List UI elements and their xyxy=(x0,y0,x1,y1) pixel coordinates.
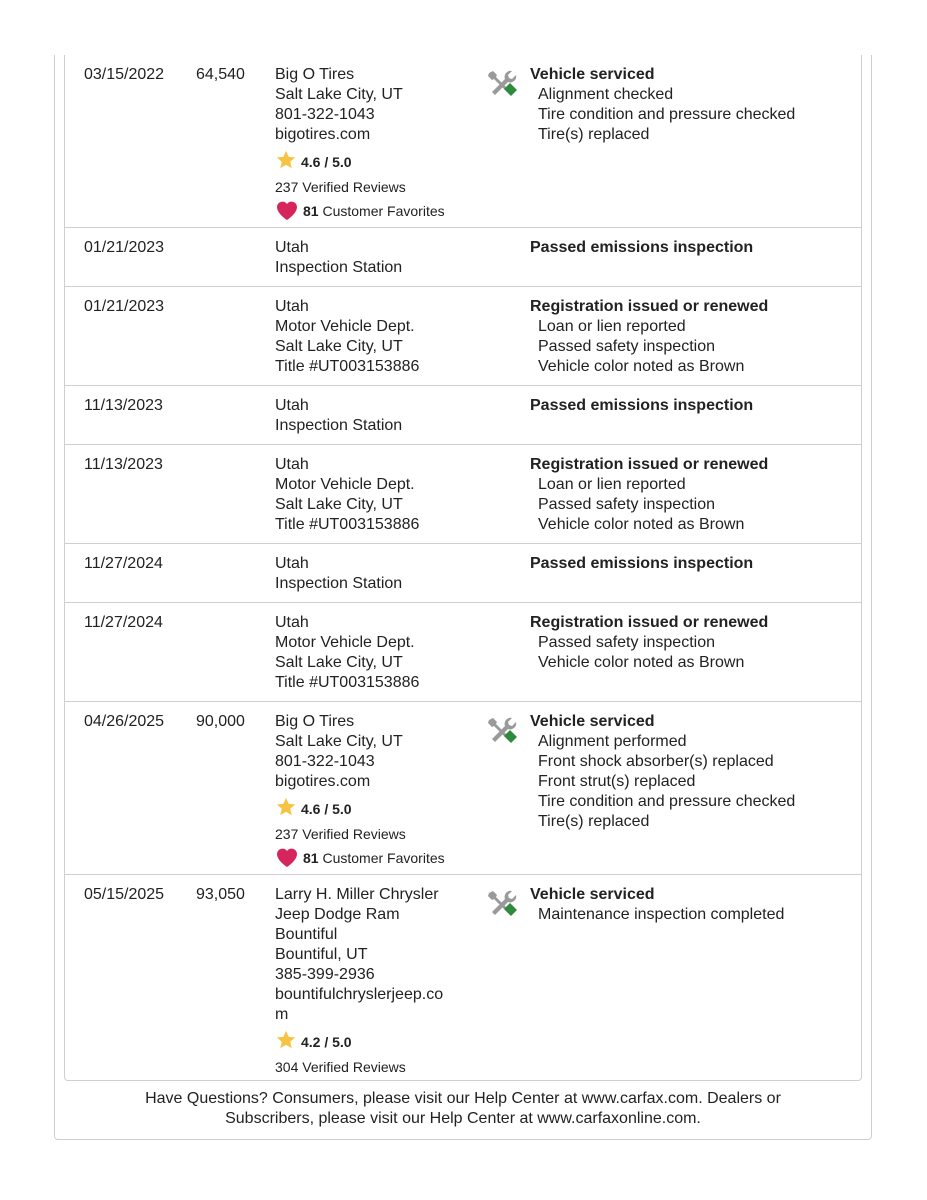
source-phone: 801-322-1043 xyxy=(275,106,375,123)
star-icon xyxy=(275,149,297,175)
star-icon xyxy=(275,1029,297,1055)
history-record-row xyxy=(64,386,862,445)
customer-favorites[interactable] xyxy=(275,846,475,872)
record-source xyxy=(275,396,475,436)
record-date: 03/15/2022 xyxy=(84,66,165,83)
record-source xyxy=(275,455,475,535)
source-line: Big O Tires xyxy=(275,713,355,730)
favorites-count: 81 xyxy=(303,203,319,219)
record-comments xyxy=(530,297,850,377)
history-record-row xyxy=(64,603,862,702)
record-source xyxy=(275,885,475,1076)
record-title: Passed emissions inspection xyxy=(530,239,754,256)
rating-value: 4.2 / 5.0 xyxy=(301,1034,352,1050)
record-title: Vehicle serviced xyxy=(530,66,655,83)
dealer-rating[interactable] xyxy=(275,149,475,175)
record-date: 05/15/2025 xyxy=(84,886,165,903)
source-line: Bountiful xyxy=(275,926,338,943)
record-date: 11/13/2023 xyxy=(84,397,163,414)
service-tools-icon xyxy=(484,714,520,750)
record-odometer: 64,540 xyxy=(196,66,245,83)
source-line: Inspection Station xyxy=(275,259,403,276)
record-detail: Maintenance inspection completed xyxy=(538,906,785,923)
source-line: Inspection Station xyxy=(275,417,403,434)
service-tools-icon xyxy=(484,67,520,103)
source-line: Salt Lake City, UT xyxy=(275,733,403,750)
record-detail: Alignment checked xyxy=(538,86,674,103)
record-source xyxy=(275,554,475,594)
source-line: Motor Vehicle Dept. xyxy=(275,634,415,651)
record-detail: Front strut(s) replaced xyxy=(538,773,696,790)
record-comments xyxy=(530,613,850,673)
customer-favorites[interactable] xyxy=(275,199,475,225)
help-footer xyxy=(64,1089,862,1129)
history-record-row xyxy=(64,287,862,386)
source-line: Salt Lake City, UT xyxy=(275,338,403,355)
history-record-row xyxy=(64,55,862,228)
record-detail: Tire condition and pressure checked xyxy=(538,106,796,123)
record-title: Passed emissions inspection xyxy=(530,555,754,572)
record-odometer: 93,050 xyxy=(196,886,245,903)
history-record-row xyxy=(64,228,862,287)
dealer-rating[interactable] xyxy=(275,1029,475,1055)
record-detail: Loan or lien reported xyxy=(538,476,686,493)
record-source xyxy=(275,65,475,225)
record-detail: Vehicle color noted as Brown xyxy=(538,516,745,533)
source-line: Salt Lake City, UT xyxy=(275,496,403,513)
record-detail: Passed safety inspection xyxy=(538,496,715,513)
record-source xyxy=(275,297,475,377)
favorites-label: Customer Favorites xyxy=(322,203,445,219)
record-detail: Tire(s) replaced xyxy=(538,126,650,143)
record-title: Vehicle serviced xyxy=(530,713,655,730)
source-website-link[interactable]: bigotires.com xyxy=(275,773,371,790)
record-title: Registration issued or renewed xyxy=(530,614,769,631)
dealer-rating[interactable] xyxy=(275,796,475,822)
source-line: Utah xyxy=(275,614,309,631)
star-icon xyxy=(275,796,297,822)
record-title: Registration issued or renewed xyxy=(530,456,769,473)
rating-value: 4.6 / 5.0 xyxy=(301,154,352,170)
source-line: Jeep Dodge Ram xyxy=(275,906,400,923)
source-line: Title #UT003153886 xyxy=(275,516,420,533)
record-date: 01/21/2023 xyxy=(84,298,165,315)
source-line: Salt Lake City, UT xyxy=(275,86,403,103)
source-line: Big O Tires xyxy=(275,66,355,83)
footer-line-2: Subscribers, please visit our Help Center at www.carfaxonline.com. xyxy=(225,1110,701,1127)
record-detail: Alignment performed xyxy=(538,733,687,750)
source-line: Utah xyxy=(275,456,309,473)
favorites-label: Customer Favorites xyxy=(322,850,445,866)
record-comments xyxy=(530,238,850,258)
heart-icon xyxy=(275,199,299,225)
record-date: 04/26/2025 xyxy=(84,713,165,730)
source-line: Motor Vehicle Dept. xyxy=(275,476,415,493)
record-title: Passed emissions inspection xyxy=(530,397,754,414)
record-detail: Tire condition and pressure checked xyxy=(538,793,796,810)
footer-line-1: Have Questions? Consumers, please visit our Help Center at www.carfax.com. Dealers or xyxy=(145,1090,781,1107)
service-tools-icon xyxy=(484,887,520,923)
source-website-link[interactable]: bigotires.com xyxy=(275,126,371,143)
record-comments xyxy=(530,455,850,535)
source-line: Utah xyxy=(275,397,309,414)
source-line: Inspection Station xyxy=(275,575,403,592)
heart-icon xyxy=(275,846,299,872)
record-detail: Front shock absorber(s) replaced xyxy=(538,753,774,770)
record-source xyxy=(275,238,475,278)
source-line: Motor Vehicle Dept. xyxy=(275,318,415,335)
history-record-row xyxy=(64,875,862,1081)
source-website-link[interactable]: bountifulchryslerjeep.co xyxy=(275,986,444,1003)
source-website-link[interactable]: m xyxy=(275,1006,289,1023)
record-detail: Vehicle color noted as Brown xyxy=(538,654,745,671)
record-detail: Vehicle color noted as Brown xyxy=(538,358,745,375)
rating-value: 4.6 / 5.0 xyxy=(301,801,352,817)
record-detail: Tire(s) replaced xyxy=(538,813,650,830)
source-line: Larry H. Miller Chrysler xyxy=(275,886,439,903)
record-comments xyxy=(530,396,850,416)
history-record-row xyxy=(64,445,862,544)
record-title: Vehicle serviced xyxy=(530,886,655,903)
record-date: 11/27/2024 xyxy=(84,555,163,572)
favorites-count: 81 xyxy=(303,850,319,866)
record-date: 11/27/2024 xyxy=(84,614,163,631)
record-odometer: 90,000 xyxy=(196,713,245,730)
source-line: Title #UT003153886 xyxy=(275,674,420,691)
record-comments xyxy=(530,885,850,925)
source-line: Utah xyxy=(275,298,309,315)
source-line: Title #UT003153886 xyxy=(275,358,420,375)
source-line: Salt Lake City, UT xyxy=(275,654,403,671)
source-phone: 801-322-1043 xyxy=(275,753,375,770)
verified-reviews-link[interactable]: 304 Verified Reviews xyxy=(275,1059,406,1075)
source-line: Bountiful, UT xyxy=(275,946,368,963)
record-detail: Passed safety inspection xyxy=(538,338,715,355)
record-source xyxy=(275,712,475,872)
record-detail: Loan or lien reported xyxy=(538,318,686,335)
source-phone: 385-399-2936 xyxy=(275,966,375,983)
verified-reviews-link[interactable]: 237 Verified Reviews xyxy=(275,179,406,195)
history-record-row xyxy=(64,702,862,875)
history-record-row xyxy=(64,544,862,603)
record-comments xyxy=(530,65,850,145)
record-date: 01/21/2023 xyxy=(84,239,165,256)
record-source xyxy=(275,613,475,693)
record-date: 11/13/2023 xyxy=(84,456,163,473)
record-title: Registration issued or renewed xyxy=(530,298,769,315)
source-line: Utah xyxy=(275,239,309,256)
record-comments xyxy=(530,554,850,574)
verified-reviews-link[interactable]: 237 Verified Reviews xyxy=(275,826,406,842)
record-comments xyxy=(530,712,850,832)
source-line: Utah xyxy=(275,555,309,572)
record-detail: Passed safety inspection xyxy=(538,634,715,651)
